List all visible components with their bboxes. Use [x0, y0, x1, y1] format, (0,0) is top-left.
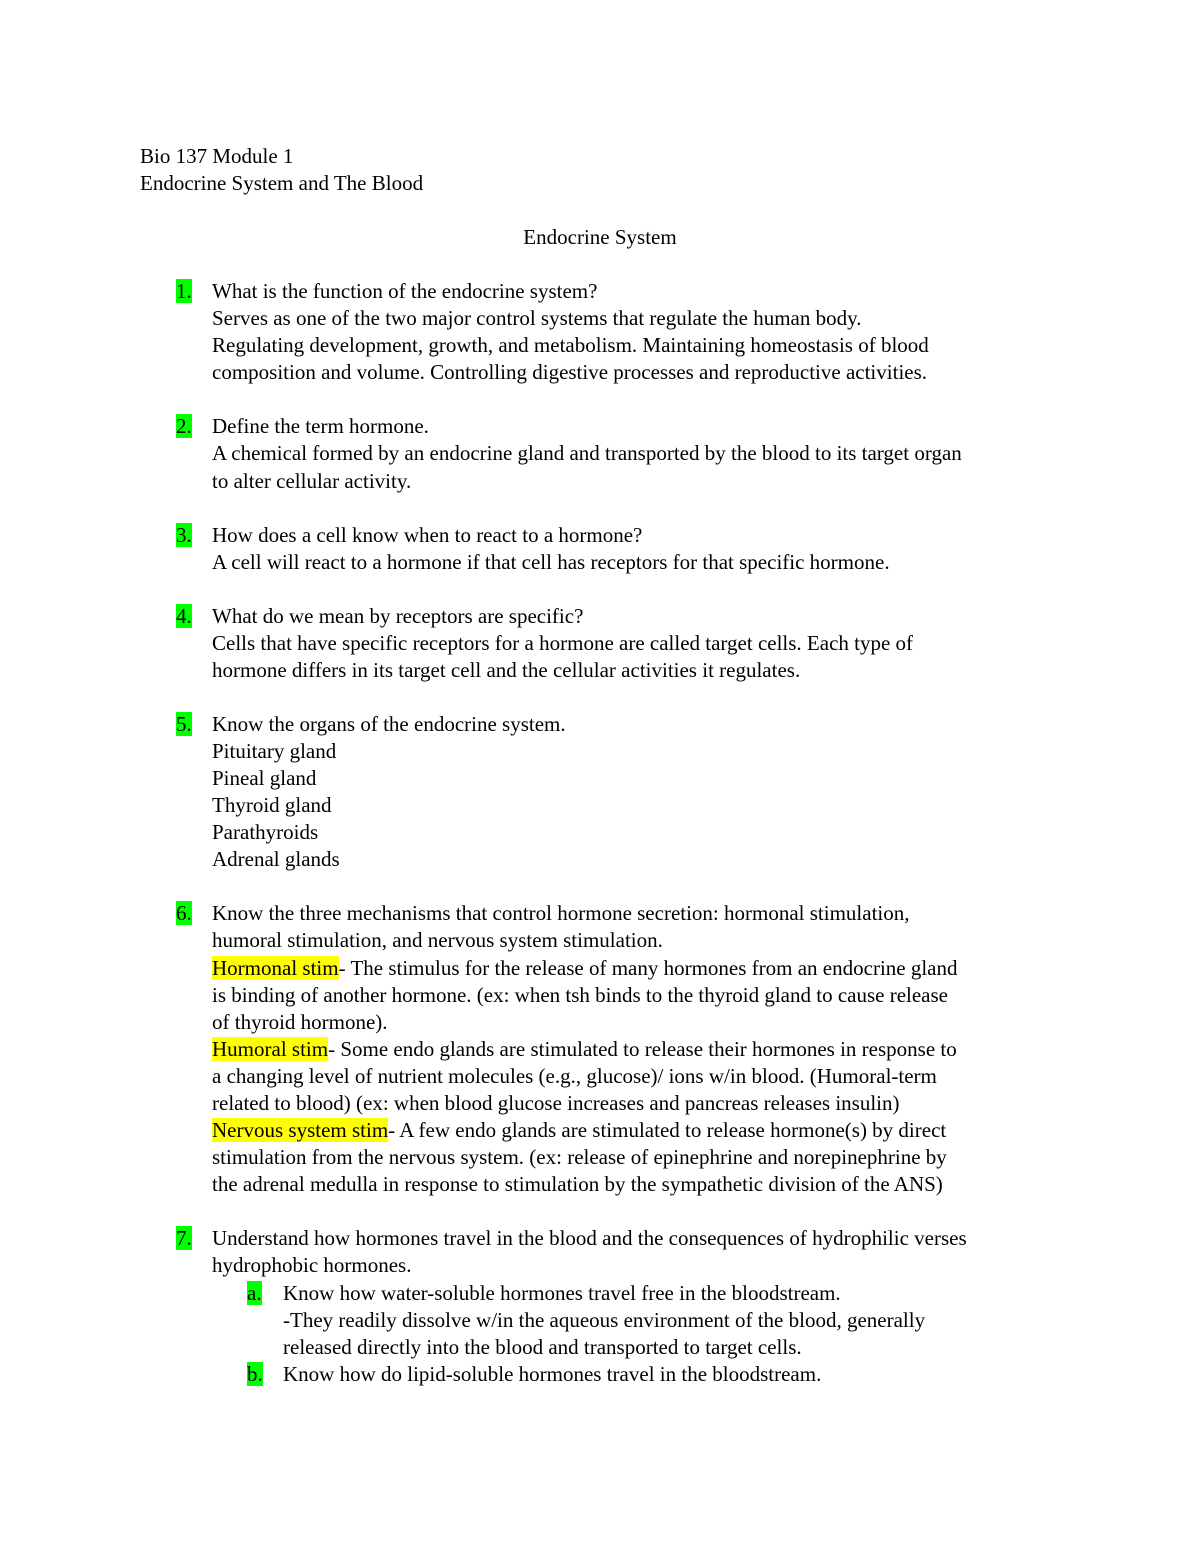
sub-question-letter: a. — [247, 1281, 262, 1305]
answer-line: composition and volume. Controlling digestive processes and reproductive activities. — [212, 360, 928, 384]
sub-question-text: Know how do lipid-soluble hormones travel in the bloodstream. — [283, 1362, 822, 1386]
question-text: What do we mean by receptors are specific? — [212, 604, 584, 628]
question-number: 3. — [176, 523, 192, 547]
answer-line: A cell will react to a hormone if that cell has receptors for that specific hormone. — [212, 550, 890, 574]
organ-list-item: Pineal gland — [212, 766, 317, 790]
organ-list-item: Parathyroids — [212, 820, 319, 844]
question-number: 4. — [176, 604, 192, 628]
answer-line: A chemical formed by an endocrine gland and transported by the blood to its target organ — [212, 441, 962, 465]
nervous-stim-line: Nervous system stim- A few endo glands are stimulated to release hormone(s) by direct — [212, 1118, 947, 1142]
sub-question-letter: b. — [247, 1362, 263, 1386]
question-text: Know the three mechanisms that control hormone secretion: hormonal stimulation, — [212, 901, 910, 925]
question-text: How does a cell know when to react to a hormone? — [212, 523, 643, 547]
hormonal-stim-term: Hormonal stim — [212, 956, 339, 980]
answer-line: to alter cellular activity. — [212, 469, 412, 493]
question-number: 7. — [176, 1226, 192, 1250]
answer-line: a changing level of nutrient molecules (e.g., glucose)/ ions w/in blood. (Humoral-term — [212, 1064, 937, 1088]
question-number: 2. — [176, 414, 192, 438]
question-text: hydrophobic hormones. — [212, 1253, 412, 1277]
question-text: Know the organs of the endocrine system. — [212, 712, 566, 736]
organ-list-item: Pituitary gland — [212, 739, 337, 763]
section-title: Endocrine System — [523, 225, 677, 249]
question-text: What is the function of the endocrine system? — [212, 279, 598, 303]
answer-line: of thyroid hormone). — [212, 1010, 388, 1034]
sub-question-text: Know how water-soluble hormones travel free in the bloodstream. — [283, 1281, 841, 1305]
nervous-stim-term: Nervous system stim — [212, 1118, 389, 1142]
answer-line: Cells that have specific receptors for a hormone are called target cells. Each type of — [212, 631, 914, 655]
question-text: humoral stimulation, and nervous system stimulation. — [212, 928, 663, 952]
hormonal-stim-line: Hormonal stim- The stimulus for the release of many hormones from an endocrine gland — [212, 956, 958, 980]
answer-line: stimulation from the nervous system. (ex: release of epinephrine and norepinephrine by — [212, 1145, 947, 1169]
answer-line: Serves as one of the two major control systems that regulate the human body. — [212, 306, 862, 330]
document-subtitle: Endocrine System and The Blood — [140, 171, 424, 195]
question-number: 1. — [176, 279, 192, 303]
question-number: 6. — [176, 901, 192, 925]
course-title: Bio 137 Module 1 — [140, 144, 294, 168]
organ-list-item: Thyroid gland — [212, 793, 332, 817]
humoral-stim-line: Humoral stim- Some endo glands are stimulated to release their hormones in response to — [212, 1037, 957, 1061]
organ-list-item: Adrenal glands — [212, 847, 340, 871]
question-number: 5. — [176, 712, 192, 736]
humoral-stim-term: Humoral stim — [212, 1037, 329, 1061]
answer-line: Regulating development, growth, and metabolism. Maintaining homeostasis of blood — [212, 333, 929, 357]
answer-line: hormone differs in its target cell and the cellular activities it regulates. — [212, 658, 801, 682]
question-text: Define the term hormone. — [212, 414, 429, 438]
answer-line: -They readily dissolve w/in the aqueous environment of the blood, generally — [283, 1308, 926, 1332]
question-text: Understand how hormones travel in the blood and the consequences of hydrophilic verses — [212, 1226, 967, 1250]
answer-line: is binding of another hormone. (ex: when tsh binds to the thyroid gland to cause release — [212, 983, 948, 1007]
answer-line: released directly into the blood and transported to target cells. — [283, 1335, 802, 1359]
answer-line: the adrenal medulla in response to stimulation by the sympathetic division of the ANS) — [212, 1172, 943, 1196]
answer-line: related to blood) (ex: when blood glucose increases and pancreas releases insulin) — [212, 1091, 900, 1115]
